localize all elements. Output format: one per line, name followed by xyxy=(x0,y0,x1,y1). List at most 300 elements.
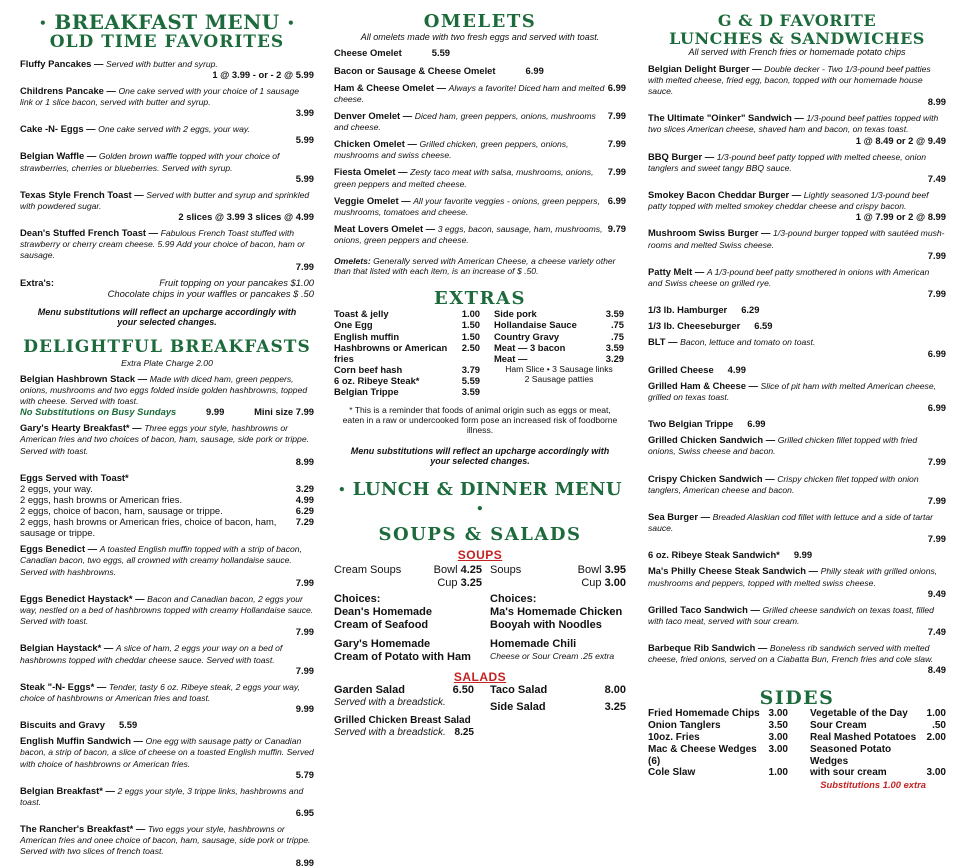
item-price: 6.99 xyxy=(927,347,946,359)
item-desc: 2 eggs your style, 3 trippe links, hashbrowns and toast. xyxy=(20,785,304,807)
cup-label: Cup xyxy=(581,577,602,590)
price-row xyxy=(648,732,788,744)
extras-note xyxy=(20,277,314,299)
meat-note: 2 Sausage patties xyxy=(524,373,594,384)
item-name: BLT — xyxy=(648,336,678,348)
omelet-cell xyxy=(334,44,608,61)
foodborne-reminder: * This is a reminder that foods of animal origin such as eggs or meat, eaten in a raw or undercooked form pose an increased risk of foodborne illness. xyxy=(342,405,618,436)
price-row-price: .75 xyxy=(610,330,624,342)
taco-salad-name: Taco Salad xyxy=(490,684,548,697)
omelet-name: Fiesta Omelet — xyxy=(334,166,408,178)
cup-label: Cup xyxy=(437,577,458,590)
item-desc: Bacon, lettuce and tomato on toast. xyxy=(680,337,816,348)
item-price: 1 @ 8.49 or 2 @ 9.49 xyxy=(855,134,946,146)
grilled-salad-price: 8.25 xyxy=(454,726,474,738)
menu-item xyxy=(648,380,946,413)
cream-cup-price: 3.25 xyxy=(460,577,482,590)
omelet-name: Bacon or Sausage & Cheese Omelet xyxy=(334,64,496,76)
soup-choice: Cream of Potato with Ham xyxy=(334,651,471,664)
sides-title: SIDES xyxy=(759,686,835,709)
price-row-name: Mac & Cheese Wedges (6) xyxy=(648,743,757,767)
item-name: Patty Melt — xyxy=(648,265,705,277)
price-row-price: 3.00 xyxy=(768,732,788,743)
price-row-price: 1.00 xyxy=(461,308,480,320)
eggs-list xyxy=(20,483,314,538)
price-row xyxy=(494,308,624,319)
price-row-name: English muffin xyxy=(334,330,400,342)
omelet-price-cell xyxy=(608,44,626,61)
item-price: 3.99 xyxy=(295,107,314,119)
cream-soups xyxy=(334,564,482,664)
price-row-name: One Egg xyxy=(334,319,373,331)
extras-label: Extra's: xyxy=(20,276,55,288)
price-row xyxy=(648,744,788,768)
egg-option-price: 7.29 xyxy=(295,516,314,528)
menu-item xyxy=(648,112,946,145)
omelet-cell xyxy=(334,62,608,79)
sandwiches-column xyxy=(636,0,960,791)
price-row-price: 1.00 xyxy=(768,767,788,779)
item-price: 6.99 xyxy=(927,401,946,413)
omelet-cell xyxy=(334,107,608,135)
price-row-name: Side pork xyxy=(494,308,537,320)
delightful-items-b xyxy=(20,543,314,867)
egg-option-text: 2 eggs, your way. xyxy=(20,482,93,494)
price-row-price: 3.50 xyxy=(768,720,788,732)
omelet-row xyxy=(334,163,626,191)
item-desc: Bacon and Canadian bacon, 2 eggs your way, nestled on a bed of hashbrowns topped with creamy Hollandaise sauce. Served with toast. xyxy=(20,593,314,627)
item-price: 4.99 xyxy=(727,363,746,375)
side-salad-name: Side Salad xyxy=(490,701,546,714)
item-desc: Served with butter and syrup and sprinkled with powdered sugar. xyxy=(20,189,310,211)
item-desc: A slice of ham, 2 eggs your way on a bed of hashbrowns topped with cheddar cheese sauce. Served with toast. xyxy=(20,643,283,665)
soup-choice: Ma's Homemade Chicken xyxy=(490,606,623,619)
price-row xyxy=(648,720,788,732)
item-desc: Philly steak with grilled onions, mushrooms and peppers, topped with melted swiss cheese. xyxy=(648,566,938,588)
price-row-price: 1.50 xyxy=(461,319,480,331)
item-price: 8.99 xyxy=(927,96,946,108)
omelet-name: Veggie Omelet — xyxy=(334,194,411,206)
menu-item xyxy=(648,266,946,299)
price-row xyxy=(494,353,624,364)
item-name: Belgian Breakfast* — xyxy=(20,784,115,796)
item-price: 7.99 xyxy=(927,494,946,506)
omelets-note: All omelets made with two fresh eggs and served with toast. xyxy=(360,31,600,42)
price-row-name: Sour Cream xyxy=(810,720,867,732)
item-desc: Golden brown waffle topped with your choice of strawberries, cherries or blueberries. Served with syrup. xyxy=(20,151,280,173)
item-name: Belgian Waffle — xyxy=(20,150,97,162)
omelet-price-cell: 7.99 xyxy=(607,109,626,121)
sides-list xyxy=(648,708,946,779)
item-price: 7.99 xyxy=(295,576,314,588)
item-name: Crispy Chicken Sandwich — xyxy=(648,472,775,484)
menu-item xyxy=(20,735,314,780)
cheese-note-label: Omelets: xyxy=(334,256,371,267)
price-row xyxy=(334,375,480,386)
price-row-name: with sour cream xyxy=(810,767,887,779)
item-name: Two Belgian Trippe xyxy=(648,418,734,430)
menu-item xyxy=(648,473,946,506)
menu-item xyxy=(20,123,314,145)
item-price: 8.99 xyxy=(295,455,314,467)
breakfast-column xyxy=(0,0,326,868)
price-row-name: Country Gravy xyxy=(494,330,560,342)
price-row xyxy=(810,708,946,720)
delightful-breakfasts-title: DELIGHTFUL BREAKFASTS xyxy=(23,337,311,358)
price-row-price: 2.00 xyxy=(926,732,946,743)
mini-size: Mini size 7.99 xyxy=(254,406,314,418)
price-row xyxy=(810,720,946,732)
menu-item xyxy=(648,63,946,108)
omelet-desc: All your favorite veggies - onions, green peppers, mushrooms, tomatoes and cheese. xyxy=(334,195,600,217)
price-row-name: Meat — 3 bacon xyxy=(494,341,566,353)
price-row-name: Vegetable of the Day xyxy=(810,708,908,720)
menu-item xyxy=(20,823,314,868)
menu-item xyxy=(20,150,314,183)
item-desc: Crispy chicken filet topped with onion tanglers, American cheese and bacon. xyxy=(648,473,919,495)
soup-choice: Cream of Seafood xyxy=(334,619,429,632)
price-row xyxy=(334,331,480,342)
item-name: Ma's Philly Cheese Steak Sandwich — xyxy=(648,565,818,577)
salads-right xyxy=(490,684,626,738)
old-time-favorites-title: OLD TIME FAVORITES xyxy=(49,32,285,52)
price-row xyxy=(334,342,480,364)
omelet-cell xyxy=(334,220,608,248)
sandwiches-title: LUNCHES & SANDWICHES xyxy=(669,28,925,48)
price-row-price: 1.00 xyxy=(926,708,946,720)
omelet-row xyxy=(334,79,626,107)
substitution-note: Menu substitutions will reflect an upcharge accordingly with your selected changes. xyxy=(37,306,297,328)
omelet-name: Ham & Cheese Omelet — xyxy=(334,81,447,93)
omelet-row xyxy=(334,62,626,79)
item-name: Fluffy Pancakes — xyxy=(20,57,104,69)
price-row-price: .75 xyxy=(610,319,624,331)
menu-item xyxy=(20,593,314,638)
item-price: 7.49 xyxy=(927,172,946,184)
omelet-row xyxy=(334,220,626,248)
item-price: 7.49 xyxy=(927,626,946,638)
bowl-label: Bowl xyxy=(433,564,458,577)
grilled-salad-name: Grilled Chicken Breast Salad xyxy=(334,715,471,727)
omelet-row xyxy=(334,192,626,220)
price-row-name: Onion Tanglers xyxy=(648,720,721,732)
price-row xyxy=(810,744,946,768)
item-desc: 1/3-pound burger topped with sautéed mush-rooms and melted Swiss cheese. xyxy=(648,228,945,250)
price-row xyxy=(494,331,624,342)
breakfast-title-text: BREAKFAST MENU xyxy=(54,10,280,34)
item-price: 2 slices @ 3.99 3 slices @ 4.99 xyxy=(178,211,314,223)
egg-option-text: 2 eggs, hash browns or American fries, choice of bacon, ham, sausage or trippe. xyxy=(20,516,277,539)
egg-option-text: 2 eggs, choice of bacon, ham, sausage or trippe. xyxy=(20,505,223,517)
price-row-price: 2.50 xyxy=(461,341,480,353)
omelet-list xyxy=(334,44,626,248)
choices-label: Choices: xyxy=(334,593,381,606)
omelet-price-cell: 6.99 xyxy=(607,81,626,93)
garden-salad-price: 6.50 xyxy=(452,684,474,697)
menu-item xyxy=(648,320,946,331)
meat-note: Ham Slice • 3 Sausage links xyxy=(505,363,613,374)
item-name: Grilled Taco Sandwich — xyxy=(648,603,760,615)
item-desc: One egg with sausage patty or Canadian bacon, a strip of bacon, a slice of cheese on a toasted English muffin. Served with choice of hashbrowns or American fries. xyxy=(20,736,314,769)
extras-title: EXTRAS xyxy=(433,287,526,309)
item-price: 8.99 xyxy=(295,856,314,868)
soups-salads-title: SOUPS & SALADS xyxy=(378,523,582,545)
item-price: 7.99 xyxy=(927,456,946,468)
extras-list xyxy=(334,308,626,397)
item-desc: Two eggs your style, hashbrowns or American fries and onee choice of bacon, ham, sausage, side pork or trippe. Served with two slices of french toast. xyxy=(20,824,311,857)
sandwiches-note: All served with French fries or homemade potato chips xyxy=(688,47,906,58)
price-row xyxy=(810,767,946,779)
item-desc: Lightly seasoned 1/3-pound beef patty topped with melted smokey cheddar cheese and crispy bacon. xyxy=(648,190,929,212)
menu-item xyxy=(648,418,946,429)
item-name: Eggs Benedict — xyxy=(20,543,98,555)
item-name: Smokey Bacon Cheddar Burger — xyxy=(648,189,802,201)
menu-item xyxy=(648,304,946,315)
item-name: Barbeque Rib Sandwich — xyxy=(648,642,768,654)
item-desc: Tender, tasty 6 oz. Ribeye steak, 2 eggs your way, choice of hashbrowns or American fries and toast. xyxy=(20,681,300,703)
delightful-items-a xyxy=(20,422,314,467)
menu-item xyxy=(20,719,314,730)
soup-choice: Booyah with Noodles xyxy=(490,619,602,632)
sides-left xyxy=(648,708,788,779)
chili-note: Cheese or Sour Cream .25 extra xyxy=(490,651,615,662)
item-name: Eggs Benedict Haystack* — xyxy=(20,592,145,604)
item-price: 1 @ 7.99 or 2 @ 8.99 xyxy=(855,211,946,223)
substitution-note: Menu substitutions will reflect an upcharge accordingly with your selected changes. xyxy=(350,445,610,467)
price-row-price: 3.00 xyxy=(768,743,788,755)
menu-item xyxy=(648,189,946,222)
item-name: 6 oz. Ribeye Steak Sandwich* xyxy=(648,549,780,561)
item-desc: Breaded Alaskian cod fillet with lettuce and a side of tartar sauce. xyxy=(648,511,933,534)
item-price: 7.99 xyxy=(295,626,314,638)
menu-item xyxy=(20,189,314,222)
menu-item xyxy=(20,58,314,80)
omelet-cheese-note xyxy=(334,256,626,276)
egg-option xyxy=(20,505,314,516)
omelet-desc: Grilled chicken, green peppers, onions, mushrooms and swiss cheese. xyxy=(334,139,569,161)
price-row-price: .50 xyxy=(932,720,946,732)
breakfast-title: • BREAKFAST MENU • xyxy=(38,10,296,34)
omelet-price: 5.59 xyxy=(431,47,450,59)
menu-item xyxy=(20,681,314,714)
item-name: The Rancher's Breakfast* — xyxy=(20,823,146,835)
price-row-name: Fried Homemade Chips xyxy=(648,708,760,720)
garden-salad-note: Served with a breadstick. xyxy=(334,697,446,709)
item-name: Texas Style French Toast — xyxy=(20,188,144,200)
price-row-name: Cole Slaw xyxy=(648,767,696,779)
soups xyxy=(490,564,626,664)
item-name: Grilled Cheese xyxy=(648,363,714,375)
grilled-salad-note: Served with a breadstick. xyxy=(334,726,446,738)
price-row-name: 10oz. Fries xyxy=(648,732,700,743)
eggs-served-section xyxy=(20,472,314,539)
bowl-label: Bowl xyxy=(577,564,602,577)
item-name: Childrens Pancake — xyxy=(20,84,116,96)
menu-item xyxy=(20,785,314,818)
menu-item xyxy=(20,422,314,467)
price-row-name: Belgian Trippe xyxy=(334,386,399,398)
omelet-name: Cheese Omelet xyxy=(334,47,402,59)
item-name: Belgian Haystack* — xyxy=(20,642,114,654)
omelet-row xyxy=(334,135,626,163)
item-name: 1/3 lb. Cheeseburger xyxy=(648,320,741,332)
price-row-price: 3.59 xyxy=(461,386,480,398)
price-row-name: 6 oz. Ribeye Steak* xyxy=(334,374,420,386)
item-desc: One cake served with your choice of 1 sausage link or 1 slice bacon, served with butter and syrup. xyxy=(20,85,300,107)
price-row-price: 3.79 xyxy=(461,363,480,375)
item-desc: One cake served with 2 eggs, your way. xyxy=(98,124,250,135)
item-desc: Slice of pit ham with melted American cheese, grilled on texas toast. xyxy=(648,380,937,402)
menu-item xyxy=(648,604,946,637)
menu-item xyxy=(648,227,946,260)
extras-right-wrap xyxy=(494,308,624,397)
price-row-name: Hashbrowns or American fries xyxy=(334,341,448,364)
omelets-title: OMELETS xyxy=(423,11,537,32)
item-price: 9.99 xyxy=(206,406,225,418)
salads-section xyxy=(334,684,626,738)
price-row-name: Meat — xyxy=(494,352,528,364)
price-row xyxy=(810,732,946,744)
item-name: Grilled Chicken Sandwich — xyxy=(648,434,776,446)
omelet-price-cell: 6.99 xyxy=(607,194,626,206)
price-row-price: 3.00 xyxy=(926,767,946,779)
cream-bowl-price: 4.25 xyxy=(460,564,482,577)
menu-item xyxy=(648,642,946,675)
omelet-desc: Always a favorite! Diced ham and melted cheese. xyxy=(334,82,605,104)
menu-item xyxy=(648,565,946,598)
extra-plate-charge: Extra Plate Charge 2.00 xyxy=(121,357,213,368)
soup-choice: Dean's Homemade xyxy=(334,606,432,619)
menu-item xyxy=(648,364,946,375)
item-name: Biscuits and Gravy xyxy=(20,719,105,731)
item-price: 7.99 xyxy=(295,664,314,676)
item-name: English Muffin Sandwich — xyxy=(20,735,143,747)
choices-label: Choices: xyxy=(490,593,537,606)
omelet-price-cell: 7.99 xyxy=(607,138,626,150)
omelet-cell xyxy=(334,135,608,163)
egg-option xyxy=(20,516,314,538)
extras-line: Fruit topping on your pancakes $1.00 xyxy=(159,276,314,288)
item-price: 5.79 xyxy=(295,768,314,780)
menu-item xyxy=(20,642,314,675)
omelet-row xyxy=(334,44,626,61)
menu-item xyxy=(20,85,314,118)
item-price: 1 @ 3.99 - or - 2 @ 5.99 xyxy=(212,68,314,80)
item-price: 7.99 xyxy=(927,249,946,261)
sides-right xyxy=(810,708,946,779)
item-name: Belgian Delight Burger — xyxy=(648,62,762,74)
egg-option xyxy=(20,494,314,505)
item-price: 7.99 xyxy=(295,260,314,272)
price-row-price xyxy=(927,744,946,768)
sunday-note: No Substitutions on Busy Sundays xyxy=(20,406,177,418)
soup-choice: Gary's Homemade xyxy=(334,638,431,651)
soups-cup-price: 3.00 xyxy=(604,577,626,590)
omelet-name: Meat Lovers Omelet — xyxy=(334,223,436,234)
price-row-price: 5.59 xyxy=(461,374,480,386)
price-row xyxy=(334,386,480,397)
sides-substitutions: Substitutions 1.00 extra xyxy=(820,779,926,791)
egg-option-price: 6.29 xyxy=(295,505,314,517)
item-name: Grilled Ham & Cheese — xyxy=(648,379,758,391)
item-name: The Ultimate "Oinker" Sandwich — xyxy=(648,112,804,124)
omelet-row xyxy=(334,107,626,135)
salads-left xyxy=(334,684,474,738)
sandwich-items xyxy=(648,63,946,676)
eggs-title: Eggs Served with Toast* xyxy=(20,471,129,483)
price-row xyxy=(648,767,788,779)
price-row-name: Real Mashed Potatoes xyxy=(810,732,917,743)
item-price: 8.49 xyxy=(927,664,946,676)
item-desc: Made with diced ham, green peppers, onions, mushrooms and two eggs folded inside golden hashbrowns, topped with cheese. Served with toast. xyxy=(20,373,308,407)
item-price: 5.99 xyxy=(295,172,314,184)
price-row-name: Toast & jelly xyxy=(334,308,389,320)
item-desc: Grilled chicken fillet topped with fried onions, Swiss cheese and bacon. xyxy=(648,435,918,457)
price-row xyxy=(494,342,624,353)
salads-heading: SALADS xyxy=(453,670,507,685)
menu-item xyxy=(20,543,314,588)
price-row-price: 3.00 xyxy=(768,708,788,720)
omelet-cell xyxy=(334,79,608,107)
item-desc: Fabulous French Toast stuffed with strawberry or cherry cream cheese. 5.99 Add your choice of bacon, ham or sausage. xyxy=(20,228,305,261)
item-price: 9.99 xyxy=(295,703,314,715)
price-row-price: 3.59 xyxy=(605,308,624,320)
item-price: 9.99 xyxy=(793,549,813,561)
soups-bowl-price: 3.95 xyxy=(604,564,626,577)
item-desc: A 1/3-pound beef patty smothered in onions with American and Swiss cheese on grilled rye. xyxy=(648,266,930,288)
item-price: 9.49 xyxy=(927,587,946,599)
omelet-name: Chicken Omelet — xyxy=(334,138,417,150)
price-row xyxy=(334,308,480,319)
item-desc: 1/3-pound beef patties topped with two slices American cheese, shaved ham and bacon, on texas toast. xyxy=(648,113,939,135)
egg-option xyxy=(20,483,314,494)
price-row xyxy=(334,364,480,375)
extras-left xyxy=(334,308,480,397)
item-desc: Three eggs your style, hashbrowns or American fries and two choices of bacon, ham, sausage, side pork or trippe. Served with toast. xyxy=(20,423,309,456)
item-name: Cake -N- Eggs — xyxy=(20,123,96,135)
soups-section xyxy=(334,564,626,664)
omelet-price-cell xyxy=(608,62,626,79)
price-row-name: Corn beef hash xyxy=(334,363,403,375)
item-price: 6.95 xyxy=(295,807,314,819)
omelet-cell xyxy=(334,192,608,220)
item-name: Gary's Hearty Breakfast* — xyxy=(20,422,142,434)
price-row xyxy=(648,708,788,720)
egg-option-text: 2 eggs, hash browns or American fries. xyxy=(20,493,183,505)
item-desc: Served with butter and syrup. xyxy=(105,58,218,69)
hashbrown-stack xyxy=(20,373,314,418)
omelet-desc: Diced ham, green peppers, onions, mushrooms and cheese. xyxy=(334,110,596,133)
price-row-price: 3.29 xyxy=(605,352,624,364)
item-price: 6.29 xyxy=(741,304,760,316)
item-name: Steak "-N- Eggs* — xyxy=(20,680,107,692)
menu-item xyxy=(20,227,314,272)
item-price: 6.59 xyxy=(754,320,773,332)
lunch-title: • LUNCH & DINNER MENU • xyxy=(338,478,622,516)
egg-option-price: 4.99 xyxy=(295,493,314,505)
item-desc: Boneless rib sandwich served with melted cheese, fried onions, served on a Ciabatta Bun, French fries and cole slaw. xyxy=(648,643,934,665)
item-desc: Grilled cheese sandwich on texas toast, filled with taco meat, served with sour cream. xyxy=(648,604,934,626)
menu-item xyxy=(648,336,946,358)
price-row-name: Seasoned Potato Wedges xyxy=(810,743,892,767)
item-price: 7.99 xyxy=(927,288,946,300)
item-price: 5.59 xyxy=(118,719,138,731)
price-row-price: 3.59 xyxy=(605,341,624,353)
cheese-note-text: Generally served with American Cheese, a cheese variety other than that listed with each item, is an increase of $ .50. xyxy=(334,256,616,277)
middle-column xyxy=(326,0,636,742)
menu-item xyxy=(648,151,946,184)
item-desc: A toasted English muffin topped with a strip of bacon, Canadian bacon, two eggs, all crowned with creamy hollandaise sauce. Served with hashbrowns. xyxy=(20,544,302,577)
